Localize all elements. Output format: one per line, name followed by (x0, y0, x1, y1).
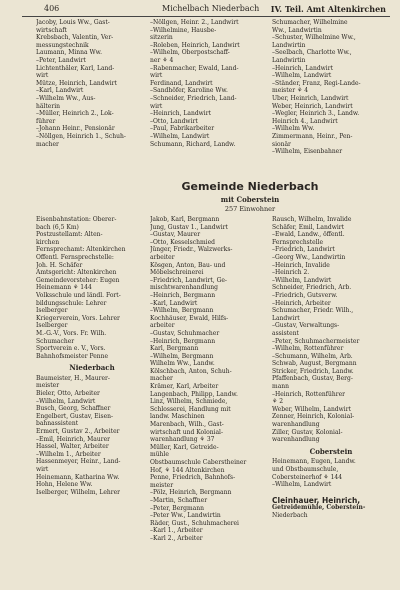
directory-entry: –Heinrich, Landwirt (272, 64, 333, 72)
directory-entry: sionär (272, 140, 291, 148)
directory-entry: –Peter Ww., Landwirtin (150, 512, 221, 520)
directory-entry: meister (36, 382, 60, 390)
directory-entry: bahnassistent (36, 420, 79, 428)
directory-entry: –Karl 2., Arbeiter (150, 534, 203, 542)
directory-entry: bildungsschule: Lehrer (36, 299, 107, 307)
directory-entry: Müller, Karl, Getreide- (150, 443, 219, 451)
directory-entry: Kriegerverein, Vors. Lehrer (36, 314, 120, 322)
directory-entry: M.-G.-V., Vors. Fr. Wilh. (36, 329, 107, 337)
directory-entry: mischtwarenhandlung (150, 284, 218, 292)
directory-entry: ⚘ 2 (272, 398, 284, 406)
directory-entry: –Georg Ww., Landwirtin (272, 253, 346, 261)
directory-entry: –Otto, Kesselschmied (150, 238, 215, 246)
directory-entry: Engelbert, Gustav, Eisen- (36, 412, 114, 420)
directory-entry: Jung, Gustav 1., Landwirt (150, 223, 228, 231)
directory-entry: Jünger, Friedr., Walzwerks- (150, 246, 233, 254)
directory-entry: –Friedrich, Gutsverw. (272, 291, 338, 299)
directory-entry: Schlosserei, Handlung mit (150, 405, 231, 413)
directory-entry: –Gustav, Schuhmacher (150, 329, 220, 337)
directory-entry: Landwirt (272, 314, 300, 322)
directory-entry: wirt (150, 72, 163, 80)
directory-entry: landw. Maschinen (150, 413, 205, 421)
directory-entry: Sportverein e. V., Vors. (36, 345, 106, 353)
directory-entry: arbeiter (150, 253, 175, 261)
ad-line: Cleinhauer, Heinrich, (272, 496, 361, 505)
directory-entry: Krämer, Karl, Arbeiter (150, 383, 219, 391)
directory-entry: Schumann, Richard, Landw. (150, 140, 236, 148)
page-number: 406 (44, 4, 60, 13)
directory-entry: Lichtenthäler, Karl, Land- (36, 64, 115, 72)
section-subtitle: mit Coberstein (220, 195, 280, 204)
directory-entry: –Emil, Heinrich, Maurer (36, 435, 110, 443)
directory-entry: –Heinrich, Invalide (272, 261, 330, 269)
directory-entry: Joh. H. Schäfer (36, 261, 83, 269)
directory-entry: Iselberger (36, 307, 68, 315)
advertisement (272, 497, 390, 520)
directory-entry: Öffentl. Fernsprechstelle: (36, 253, 114, 261)
running-title: Michelbach Niederbach (162, 4, 260, 13)
directory-entry: bach (6,5 Km) (36, 223, 79, 231)
directory-entry: –Nöllgen, Heinr. 2., Landwirt (150, 19, 239, 26)
directory-entry: –Pölz, Heinrich, Bergmann (150, 489, 232, 497)
directory-entry: –Peter, Landwirt (36, 56, 86, 64)
directory-entry: –Gustav, Verwaltungs- (272, 322, 340, 330)
directory-entry: –Sandhöfer, Karoline Ww. (150, 87, 228, 95)
directory-entry: –Wilhelm, Bergmann (150, 307, 214, 315)
directory-entry: Landwirtin (272, 56, 306, 64)
directory-entry: Zimmermann, Heinr., Pen- (272, 132, 353, 140)
directory-entry: Penne, Friedrich, Bahnhofs- (150, 474, 236, 482)
directory-entry: –Schumann, Wilhelm, Arb. (272, 352, 353, 360)
directory-entry: Weber, Heinrich, Landwirt (272, 102, 353, 110)
directory-entry: –Heinrich, Bergmann (150, 291, 216, 299)
directory-entry: Pfaffenbach, Gustav, Berg- (272, 375, 353, 383)
directory-entry: wirtschaft (36, 26, 67, 34)
directory-entry: Uber, Heinrich, Landwirt (272, 94, 349, 102)
bottom-column-2 (150, 216, 268, 543)
directory-entry: wirt (36, 466, 49, 473)
directory-entry: Mütze, Heinrich, Landwirt (36, 79, 117, 87)
directory-entry: –Martin, Schaffner (150, 496, 208, 504)
directory-entry: Ww., Landwirtin (272, 26, 322, 34)
directory-entry: –Karl, Landwirt (36, 87, 84, 95)
directory-entry: Rausch, Wilhelm, Invalide (272, 216, 352, 223)
directory-entry: –Otto, Landwirt (150, 117, 198, 125)
directory-entry: Heinemann, Katharina Ww. (36, 473, 120, 481)
locality-heading: Coberstein (309, 447, 353, 456)
directory-entry: –Nöllgen, Heinrich 1., Schuh- (36, 132, 126, 140)
directory-entry: –Müller, Heinrich 2., Lok- (36, 110, 114, 118)
directory-entry: arbeiter (150, 322, 175, 330)
bottom-column-1 (36, 216, 148, 496)
directory-entry: Fernsprechstelle (272, 238, 324, 246)
directory-entry: Stricker, Friedrich, Landw. (272, 367, 354, 375)
directory-entry: Hassel, Walter, Arbeiter (36, 443, 109, 451)
directory-entry: wirt (150, 102, 163, 110)
population: 257 Einwohner (224, 205, 276, 213)
directory-entry: Hof, ⚘ 144 Altenkirchen (150, 466, 225, 474)
directory-entry: Karl, Bergmann (150, 345, 199, 353)
directory-entry: Marenbach, Wilh., Gast- (150, 421, 224, 429)
directory-entry: –Wilhelm, Eisenbahner (272, 148, 343, 156)
directory-entry: sitzerin (150, 34, 173, 42)
directory-entry: wirt (36, 72, 49, 80)
directory-entry: –Wilhelmine, Hausbe- (150, 26, 217, 34)
directory-entry: warenhandlung (272, 421, 320, 429)
directory-entry: –Heinrich, Bergmann (150, 337, 216, 345)
directory-entry: führer (36, 117, 56, 125)
directory-entry: Wilhelm Ww., Landw. (150, 360, 215, 368)
directory-entry: Laumann, Minna Ww. (36, 49, 103, 57)
directory-entry: –Schneider, Friedrich, Land- (150, 94, 237, 102)
directory-entry: –Wilhelm, Landwirt (36, 397, 96, 405)
directory-entry: Hohn, Helene Ww. (36, 481, 93, 489)
directory-entry: Schwab, August, Bergmann (272, 360, 357, 368)
directory-entry: –Johann Heinr., Pensionär (36, 125, 115, 133)
directory-entry: Iselberger, Wilhelm, Lehrer (36, 488, 121, 496)
directory-entry: messungstechnik (36, 41, 89, 49)
directory-entry: –Heinrich, Arbeiter (272, 299, 331, 307)
directory-entry: Ferdinand, Landwirt (150, 79, 213, 87)
directory-entry: –Ewald, Landw., öffentl. (272, 231, 345, 239)
directory-entry: Schäfer, Emil, Landwirt (272, 223, 345, 231)
directory-entry: Landwirtin (272, 41, 306, 49)
directory-entry: –Seelbach, Charlotte Ww., (272, 49, 352, 57)
directory-entry: Schumacher, Wilhelmine (272, 19, 348, 26)
directory-entry: –Wilhelm Ww., Aus- (36, 94, 96, 102)
directory-entry: –Wegler, Heinrich 3., Landw. (272, 110, 360, 118)
directory-entry: Bahnhofsmeister Penne (36, 352, 109, 360)
directory-entry: –Wilhelm, Landwirt (150, 132, 210, 140)
directory-entry: –Heinrich, Rottenführer (272, 390, 345, 398)
directory-entry: –Schuster, Wilhelmine Ww., (272, 34, 356, 42)
directory-entry: Jakob, Karl, Bergmann (150, 216, 220, 223)
directory-entry: Busch, Georg, Schaffner (36, 405, 111, 413)
directory-entry: Schumacher, Friedr. Wilh., (272, 307, 354, 315)
directory-entry: Hassenmeyer, Heinr., Land- (36, 458, 121, 466)
directory-entry: –Ständer, Franz, Regi-Lande- (272, 79, 361, 87)
directory-entry: –Heinrich 2. (272, 269, 310, 277)
directory-entry: warenhandlung ⚘ 37 (150, 436, 215, 444)
directory-entry: –Gustav, Maurer (150, 231, 201, 239)
directory-entry: kirchen (36, 238, 60, 246)
directory-entry: Kölschbach, Anton, Schuh- (150, 367, 232, 375)
directory-entry: Baumeister, H., Maurer- (36, 374, 110, 382)
directory-entry: Eisenbahnstation: Oberer- (36, 216, 117, 223)
directory-entry: Heinemann, Eugen, Landw. (272, 458, 356, 466)
directory-entry: meister (150, 481, 174, 489)
bottom-column-3 (272, 216, 390, 520)
directory-entry: –Karl 1., Arbeiter (150, 527, 203, 535)
directory-entry: –Wilhelm 1., Arbeiter (36, 450, 101, 458)
directory-entry: –Wilhelm, Landwirt (272, 276, 332, 284)
section-title: Gemeinde Niederbach (181, 180, 319, 193)
directory-entry: Cobersteinerhof ⚘ 144 (272, 473, 343, 481)
directory-entry: Schumacher (36, 337, 75, 345)
directory-entry: mühle (150, 451, 169, 459)
directory-entry: assistent (272, 329, 299, 337)
top-column-1 (36, 19, 148, 148)
directory-entry: Krebsbach, Valentin, Ver- (36, 34, 114, 42)
directory-entry: –Paul, Fabrikarbeiter (150, 125, 215, 133)
directory-entry: Volksschule und ländl. Fort- (36, 291, 121, 299)
top-column-3 (272, 19, 390, 156)
directory-entry: Heinemann ⚘ 144 (36, 284, 92, 292)
section-label: IV. Teil. Amt Altenkirchen (270, 4, 386, 14)
directory-entry: –Roleben, Heinrich, Landwirt (150, 41, 240, 49)
directory-entry: warenhandlung (272, 436, 320, 444)
ad-line: Niederbach (272, 511, 308, 519)
directory-entry: macher (36, 140, 59, 148)
directory-entry: Kochhäuser, Ewald, Hilfs- (150, 314, 229, 322)
directory-entry: Obstbaumschule Caberstheiner (150, 459, 247, 466)
directory-entry: Jacoby, Louis Ww., Gast- (36, 19, 110, 26)
directory-entry: Räder, Gust., Schuhmacherei (150, 519, 239, 527)
directory-entry: Zenner, Heinrich, Kolonial- (272, 413, 355, 421)
directory-entry: –Heinrich, Landwirt (150, 110, 211, 118)
directory-entry: –Wilhelm, Bergmann (150, 352, 214, 360)
directory-entry: hälterin (36, 102, 60, 110)
directory-entry: meister ⚘ 4 (272, 87, 309, 95)
directory-entry: –Peter, Bergmann (150, 504, 204, 512)
directory-entry: –Wilhelm, Landwirt (272, 72, 332, 80)
locality-heading: Niederbach (69, 364, 115, 372)
directory-entry: Iselberger (36, 322, 68, 330)
directory-entry: macher (150, 375, 173, 383)
directory-entry: Heinrich 4., Landwirt (272, 117, 338, 125)
directory-entry: –Friedrich, Landwirt, Ge- (150, 276, 227, 284)
directory-entry: ner ⚘ 4 (150, 56, 174, 64)
directory-entry: Weber, Wilhelm, Landwirt (272, 405, 351, 413)
directory-entry: Kösgen, Anton, Bau- und (150, 261, 226, 269)
directory-entry: –Rabenmacher, Ewald, Land- (150, 64, 239, 72)
directory-entry: wirtschaft und Kolonial- (150, 428, 224, 436)
directory-entry: Amtsgericht: Altenkirchen (36, 269, 117, 277)
directory-entry: –Wilhelm, Landwirt (272, 481, 332, 489)
page-header (22, 4, 390, 17)
directory-entry: –Wilhelm Ww. (272, 125, 315, 133)
directory-entry: –Karl, Landwirt (150, 299, 198, 307)
directory-entry: Fernsprechamt: Altenkirchen (36, 246, 126, 254)
directory-entry: –Wilhelm, Rottenführer (272, 345, 344, 353)
directory-entry: Postzustellamt: Alten- (36, 231, 103, 239)
directory-entry: Langenbach, Philipp, Landw. (150, 390, 238, 398)
directory-entry: Ziller, Gustav, Kolonial- (272, 428, 343, 436)
directory-entry: Linz, Wilhelm, Schmiede, (150, 398, 228, 406)
directory-entry: –Peter, Schuhmachermeister (272, 337, 360, 345)
directory-entry: Schneider, Friedrich, Arb. (272, 284, 352, 292)
directory-entry: Gemeindevorsteher: Eugen (36, 276, 120, 284)
directory-entry: –Friedrich, Landwirt (272, 246, 335, 254)
directory-entry: mann (272, 383, 289, 391)
directory-entry: und Obstbaumschule, (272, 466, 339, 473)
top-column-2 (150, 19, 268, 148)
directory-entry: Bieler, Otto, Arbeiter (36, 390, 100, 398)
ad-line: Getreidemühle, Coberstein- (272, 504, 366, 512)
directory-entry: Ermert, Gustav 2., Arbeiter (36, 428, 120, 436)
directory-entry: –Wilhelm, Oberpostschaff- (150, 49, 230, 57)
directory-entry: Möbelschreinerei (150, 269, 204, 277)
